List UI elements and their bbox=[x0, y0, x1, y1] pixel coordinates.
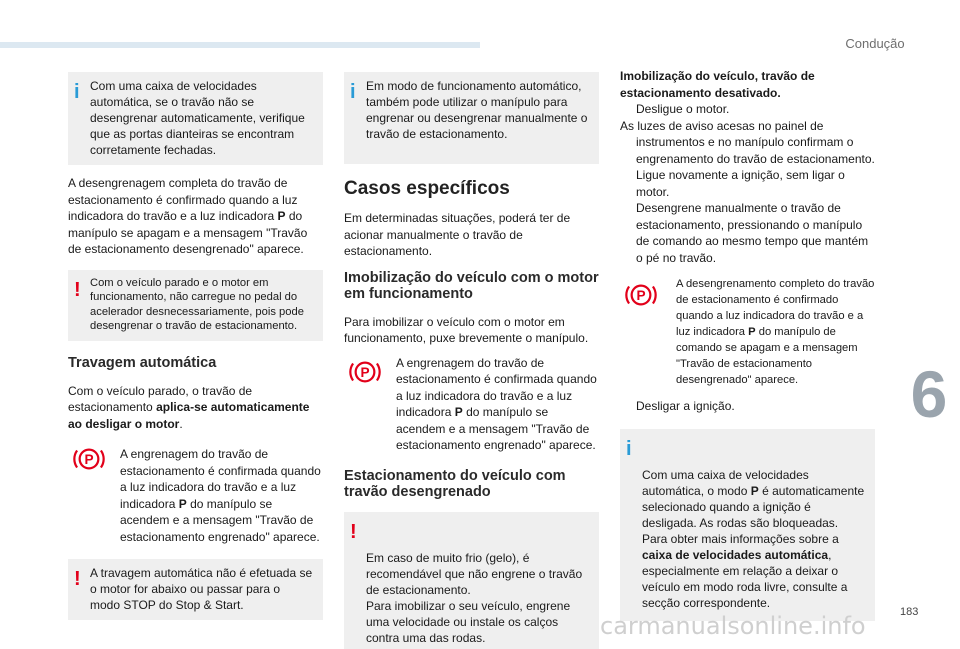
heading-parking-brake-released: Estacionamento do veículo com travão desengrenado bbox=[344, 467, 566, 500]
parking-brake-indicator-note: P A engrenagem do travão de estacionamento é confirmada quando a luz indicadora do travão e a luz indicadora P do manípulo se acendem e a mensagem "Travão de estacionamento engrenado" aparece. bbox=[344, 347, 599, 454]
column-2 bbox=[344, 72, 599, 649]
parking-brake-warning-icon bbox=[72, 442, 106, 476]
warning-box-accelerator bbox=[68, 270, 323, 341]
parking-brake-warning-icon bbox=[624, 278, 658, 312]
chapter-number: 6 bbox=[910, 357, 948, 431]
svg-text:P: P bbox=[636, 288, 646, 304]
immobilisation-title: Imobilização do veículo, travão de estacionamento desativado. bbox=[620, 69, 815, 100]
info-box-auto-gearbox bbox=[68, 72, 323, 165]
svg-text:P: P bbox=[360, 364, 370, 380]
automatic-braking-paragraph: Com o veículo parado, o travão de estacionamento aplica-se automaticamente ao desligar o motor. bbox=[68, 383, 310, 431]
heading-immobilisation-engine-running: Imobilização do veículo com o motor em funcionamento bbox=[344, 269, 599, 302]
warning-icon: ! bbox=[350, 520, 357, 543]
step-ignition-off: Desligar a ignição. bbox=[636, 399, 735, 413]
column-1 bbox=[68, 72, 323, 620]
info-box-text: Com uma caixa de velocidades automática, se o travão não se desengrenar automaticamente, verifique que as portas dianteiras se encontram corretamente fechadas. bbox=[90, 79, 305, 157]
info-box-auto-gearbox-mode-p bbox=[620, 429, 875, 621]
warning-icon: ! bbox=[74, 568, 81, 590]
section-title: Condução bbox=[845, 36, 905, 51]
specific-cases-paragraph: Em determinadas situações, poderá ter de acionar manualmente o travão de estacionamento. bbox=[344, 211, 571, 258]
heading-automatic-braking: Travagem automática bbox=[68, 354, 217, 371]
parking-brake-indicator-note: P A engrenagem do travão de estacionamento é confirmada quando a luz indicadora do travão e a luz indicadora P do manípulo se acendem e a mensagem "Travão de estacionamento engrenado" aparece. bbox=[68, 432, 323, 545]
info-icon: i bbox=[626, 437, 632, 460]
step-release-brake: Desengrene manualmente o travão de estacionamento, pressionando o manípulo de comando ao mesmo tempo que mantém o pé no travão. bbox=[636, 201, 869, 265]
step-stop-engine: Desligue o motor. bbox=[636, 102, 730, 116]
heading-specific-cases: Casos específicos bbox=[344, 178, 510, 199]
warning-icon: ! bbox=[74, 278, 81, 301]
info-box-text: Com uma caixa de velocidades automática, o modo P é automaticamente selecionado quando a ignição é desligada. As rodas são bloqueadas. Para obter mais informações sobre a caixa de velocidades automática, especialmente em relação a deixar o veículo em modo roda livre, consulte a secção correspondente. bbox=[642, 467, 865, 610]
svg-text:P: P bbox=[84, 452, 94, 468]
column-3 bbox=[620, 68, 875, 621]
warning-box-cold-weather bbox=[344, 512, 599, 649]
immobilisation-paragraph: Para imobilizar o veículo com o motor em funcionamento, puxe brevemente o manípulo. bbox=[344, 314, 589, 345]
step-ignition-on: Ligue novamente a ignição, sem ligar o motor. bbox=[636, 168, 845, 199]
info-box-text: Em modo de funcionamento automático, também pode utilizar o manípulo para engrenar ou desengrenar manualmente o travão de estacionamento. bbox=[366, 79, 588, 141]
warning-box-text: Em caso de muito frio (gelo), é recomendável que não engrene o travão de estacionamento. Para imobilizar o seu veículo, engrene uma velocidade ou instale os calços contra uma das rodas. bbox=[366, 550, 583, 645]
parking-brake-warning-icon bbox=[348, 355, 382, 389]
info-icon: i bbox=[74, 81, 80, 103]
release-confirmation-paragraph: A desengrenagem completa do travão de estacionamento é confirmado quando a luz indicadora do travão e a luz indicadora P do manípulo se apagam e a mensagem "Travão de estacionamento desengrenado" aparece. bbox=[68, 176, 308, 256]
info-box-manual-control bbox=[344, 72, 599, 164]
page-number: 183 bbox=[900, 606, 919, 618]
parking-brake-indicator-note: P A desengrenamento completo do travão de estacionamento é confirmado quando a luz indicadora do travão e a luz indicadora P do manípulo de comando se apagam e a mensagem "Travão de estacionamento desengrenado" aparece. bbox=[620, 266, 875, 388]
info-icon: i bbox=[350, 81, 356, 103]
warning-box-text: A travagem automática não é efetuada se o motor for abaixo ou passar para o modo STOP do Stop & Start. bbox=[90, 566, 313, 612]
header-accent-bar bbox=[0, 42, 480, 48]
warning-box-stop-start bbox=[68, 559, 323, 620]
warning-box-text: Com o veículo parado e o motor em funcionamento, não carregue no pedal do acelerador desnecessariamente, pois pode desengrenar o travão de estacionamento. bbox=[90, 276, 304, 332]
warning-lights-paragraph: As luzes de aviso acesas no painel de instrumentos e no manípulo confirmam o engrenamento do travão de estacionamento. bbox=[620, 118, 875, 166]
watermark: carmanualsonline.info bbox=[600, 612, 866, 640]
